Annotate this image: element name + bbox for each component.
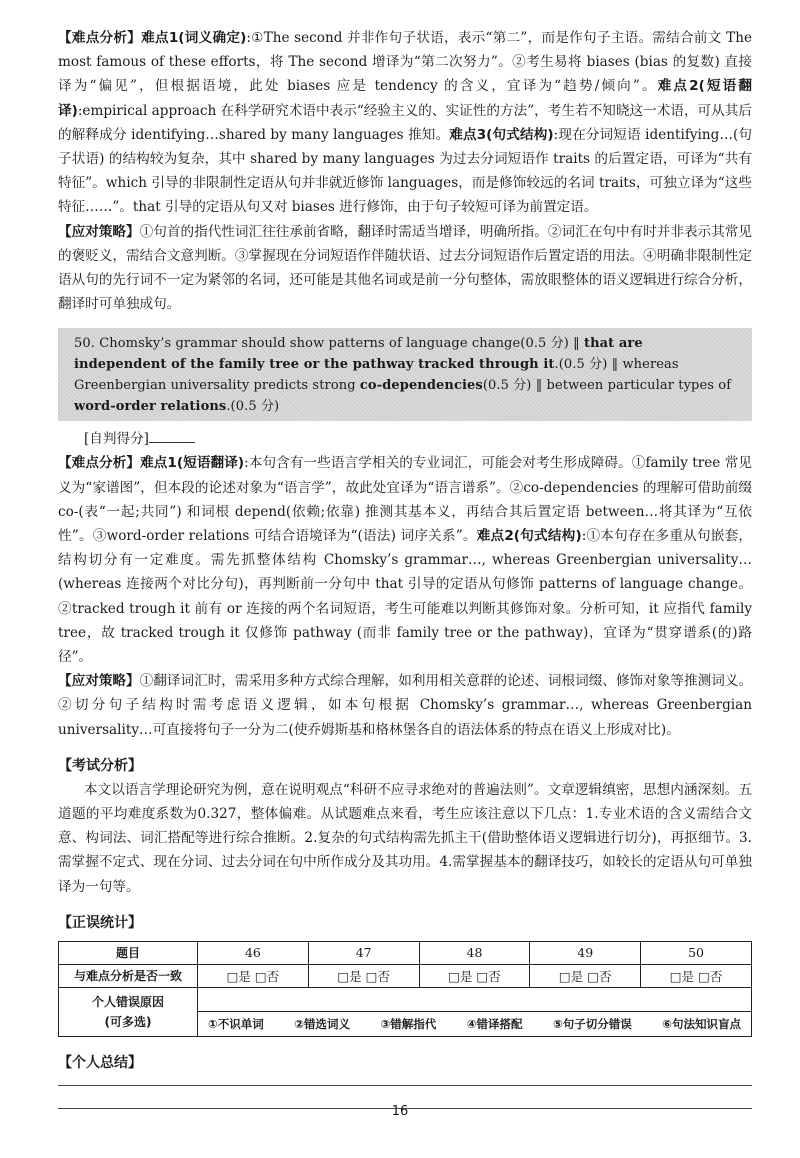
page-content [58, 26, 752, 1109]
q50-answer-band [58, 328, 752, 421]
q50-analysis-label: 【难点分析】 [58, 455, 141, 472]
page-number: 16 [391, 1104, 409, 1119]
reason-2[interactable]: ②错选词义 [294, 1016, 350, 1031]
reason-3[interactable]: ③错解指代 [380, 1016, 437, 1031]
reason-1[interactable]: ①不识单词 [208, 1016, 264, 1031]
q50-band-bold-1: that are independent of the family tree or the pathway tracked through it [74, 336, 643, 373]
stats-match-row [59, 964, 752, 987]
stats-heading: 【正误统计】 [58, 914, 142, 931]
stats-reason-cell [198, 987, 752, 1036]
stats-reason-label-cell [59, 987, 198, 1036]
q50-band-text-4: .(0.5 分) [226, 399, 280, 415]
exam-analysis-text: 本文以语言学理论研究为例，意在说明观点“科研不应寻求绝对的普遍法则”。文章逻辑缜密，思想内涵深刻。五道题的平均难度系数为0.327，整体偏难。从试题难点来看，考生应该注意以下几点：1.专业术语的含义需结合文意、构词法、词汇搭配等进行综合推断。2.复杂的句式结构需先抓主干(借助整体语义逻辑进行切分)，再抠细节。3.需掌握不定式、现在分词、过去分词在句中所作成分及其功用。4.需掌握基本的翻译技巧，如较长的定语从句可单独译为一句等。 [58, 781, 752, 895]
stats-question-47: 47 [308, 941, 419, 964]
q50-band-text-2: .(0.5 分) ‖ whereas Greenbergian universality predicts strong [74, 357, 679, 394]
q50-self-score-blank[interactable] [149, 430, 195, 443]
q49-difficulty-3-text: :现在分词短语 identifying…(句子状语) 的结构较为复杂，其中 shared by many languages 为过去分词短语作 traits 的后置定语，可译为“共有特征”。which 引导的非限制性定语从句并非就近修饰 languages，而是修饰较远的名词 traits，可独立译为“这些特征……”。that 引导的定语从句又对 biases 进行修饰，由于句子较短可译为前置定语。 [58, 126, 752, 216]
q49-analysis [58, 26, 752, 220]
q50-difficulty-2-label: 难点2(句式结构) [476, 528, 582, 545]
stats-match-label: 与难点分析是否一致 [59, 964, 198, 987]
reason-6[interactable]: ⑥句法知识盲点 [662, 1016, 741, 1031]
stats-question-48: 48 [419, 941, 530, 964]
reason-5[interactable]: ⑤句子切分错误 [553, 1016, 632, 1031]
stats-reason-label: 个人错误原因 [91, 994, 164, 1009]
q50-analysis [58, 451, 752, 669]
reason-4[interactable]: ④错译搭配 [466, 1016, 523, 1031]
stats-question-50: 50 [641, 941, 752, 964]
q50-difficulty-1-label: 难点1(短语翻译) [140, 455, 245, 472]
summary-line-1[interactable] [58, 1085, 752, 1086]
q50-strategy-label: 【应对策略】 [58, 673, 140, 690]
q50-strategy [58, 669, 752, 742]
q50-band-bold-3: word-order relations [74, 399, 227, 415]
q49-difficulty-1-text: :①The second 并非作句子状语，表示“第二”，而是作句子主语。需结合前文 The most famous of these efforts，将 The second 增译为“第二次努力”。②考生易将 biases (bias 的复数) 直接译为“偏见”，但根据语境，此处 biases 应是 tendency 的含义，宜译为“趋势/倾向”。 [58, 30, 753, 95]
q50-difficulty-1-text: :本句含有一些语言学相关的专业词汇，可能会对考生形成障碍。①family tree 常见义为“家谱图”，但本段的论述对象为“语言学”，故此处宜译为“语言谱系”。②co-dependencies 的理解可借助前缀 co-(表“一起;共同”) 和词根 depend(依赖;依靠) 推测其基本义，再结合其后置定语 between…将其译为“互依性”。③word-order relations 可结合语境译为“(语法) 词序关系”。 [58, 455, 753, 545]
stats-match-48[interactable]: □是 □否 [419, 964, 530, 987]
stats-reason-row [59, 987, 752, 1036]
q49-strategy [58, 220, 752, 317]
q49-difficulty-1-label: 难点1(词义确定) [141, 30, 247, 46]
stats-match-46[interactable]: □是 □否 [198, 964, 309, 987]
stats-col-header: 题目 [59, 941, 198, 964]
stats-question-46: 46 [198, 941, 309, 964]
q50-self-score [84, 427, 752, 451]
q50-difficulty-2-text: :①本句存在多重从句嵌套，结构切分有一定难度。需先抓整体结构 Chomsky’s grammar…, whereas Greenbergian universality…(whereas 连接两个对比分句)，再判断前一分句中 that 引导的定语从句修饰 patterns of language change。②tracked trough it 前有 or 连接的两个名词短语，考生可能难以判断其修饰对象。分析可知，it 应指代 family tree，故 tracked trough it 仅修饰 pathway (而非 family tree or the pathway)，宜译为“贯穿谱系(的)路径”。 [58, 528, 752, 666]
stats-header-row [59, 941, 752, 964]
stats-reason-label-2: (可多选) [104, 1014, 152, 1029]
summary-heading: 【个人总结】 [58, 1054, 142, 1071]
q50-band-text-1: 50. Chomsky’s grammar should show patterns of language change(0.5 分) ‖ [74, 336, 584, 352]
stats-question-49: 49 [530, 941, 641, 964]
q50-self-score-label: [自判得分] [84, 431, 149, 448]
stats-match-47[interactable]: □是 □否 [308, 964, 419, 987]
stats-match-49[interactable]: □是 □否 [530, 964, 641, 987]
stats-match-50[interactable]: □是 □否 [641, 964, 752, 987]
q49-difficulty-2-text: :empirical approach 在科学研究术语中表示“经验主义的、实证性的方法”，考生若不知晓这一术语，可从其后的解释成分 identifying…shared by many languages 推知。 [58, 102, 752, 143]
q50-strategy-text: ①翻译词汇时，需采用多种方式综合理解，如利用相关意群的论述、词根词缀、修饰对象等推测词义。②切分句子结构时需考虑语义逻辑，如本句根据 Chomsky’s grammar…, whereas Greenbergian universality…可直接将句子一分为二(使乔姆斯基和格林堡各自的语法体系的特点在语义上形成对比)。 [58, 673, 753, 738]
q49-difficulty-3-label: 难点3(句式结构) [449, 126, 554, 143]
exam-analysis-heading: 【考试分析】 [58, 757, 142, 774]
q50-band-bold-2: co-dependencies [359, 378, 483, 394]
q49-analysis-label: 【难点分析】 [58, 30, 142, 46]
q50-band-text-3: (0.5 分) ‖ between particular types of [482, 378, 732, 394]
q49-strategy-label: 【应对策略】 [58, 223, 140, 240]
q49-difficulty-2-label: 难点2(短语翻译) [58, 78, 752, 119]
stats-reason-list [198, 1012, 751, 1036]
stats-table [58, 941, 752, 1037]
q49-strategy-text: ①句首的指代性词汇往往承前省略，翻译时需适当增译，明确所指。②词汇在句中有时并非表示其常见的褒贬义，需结合文意判断。③掌握现在分词短语作伴随状语、过去分词短语作后置定语的用法。④明确非限制性定语从句的先行词不一定为紧邻的名词，还可能是其他名词或是前一分句整体，需放眼整体的语义逻辑进行综合分析，翻译时可单独成句。 [58, 223, 753, 313]
